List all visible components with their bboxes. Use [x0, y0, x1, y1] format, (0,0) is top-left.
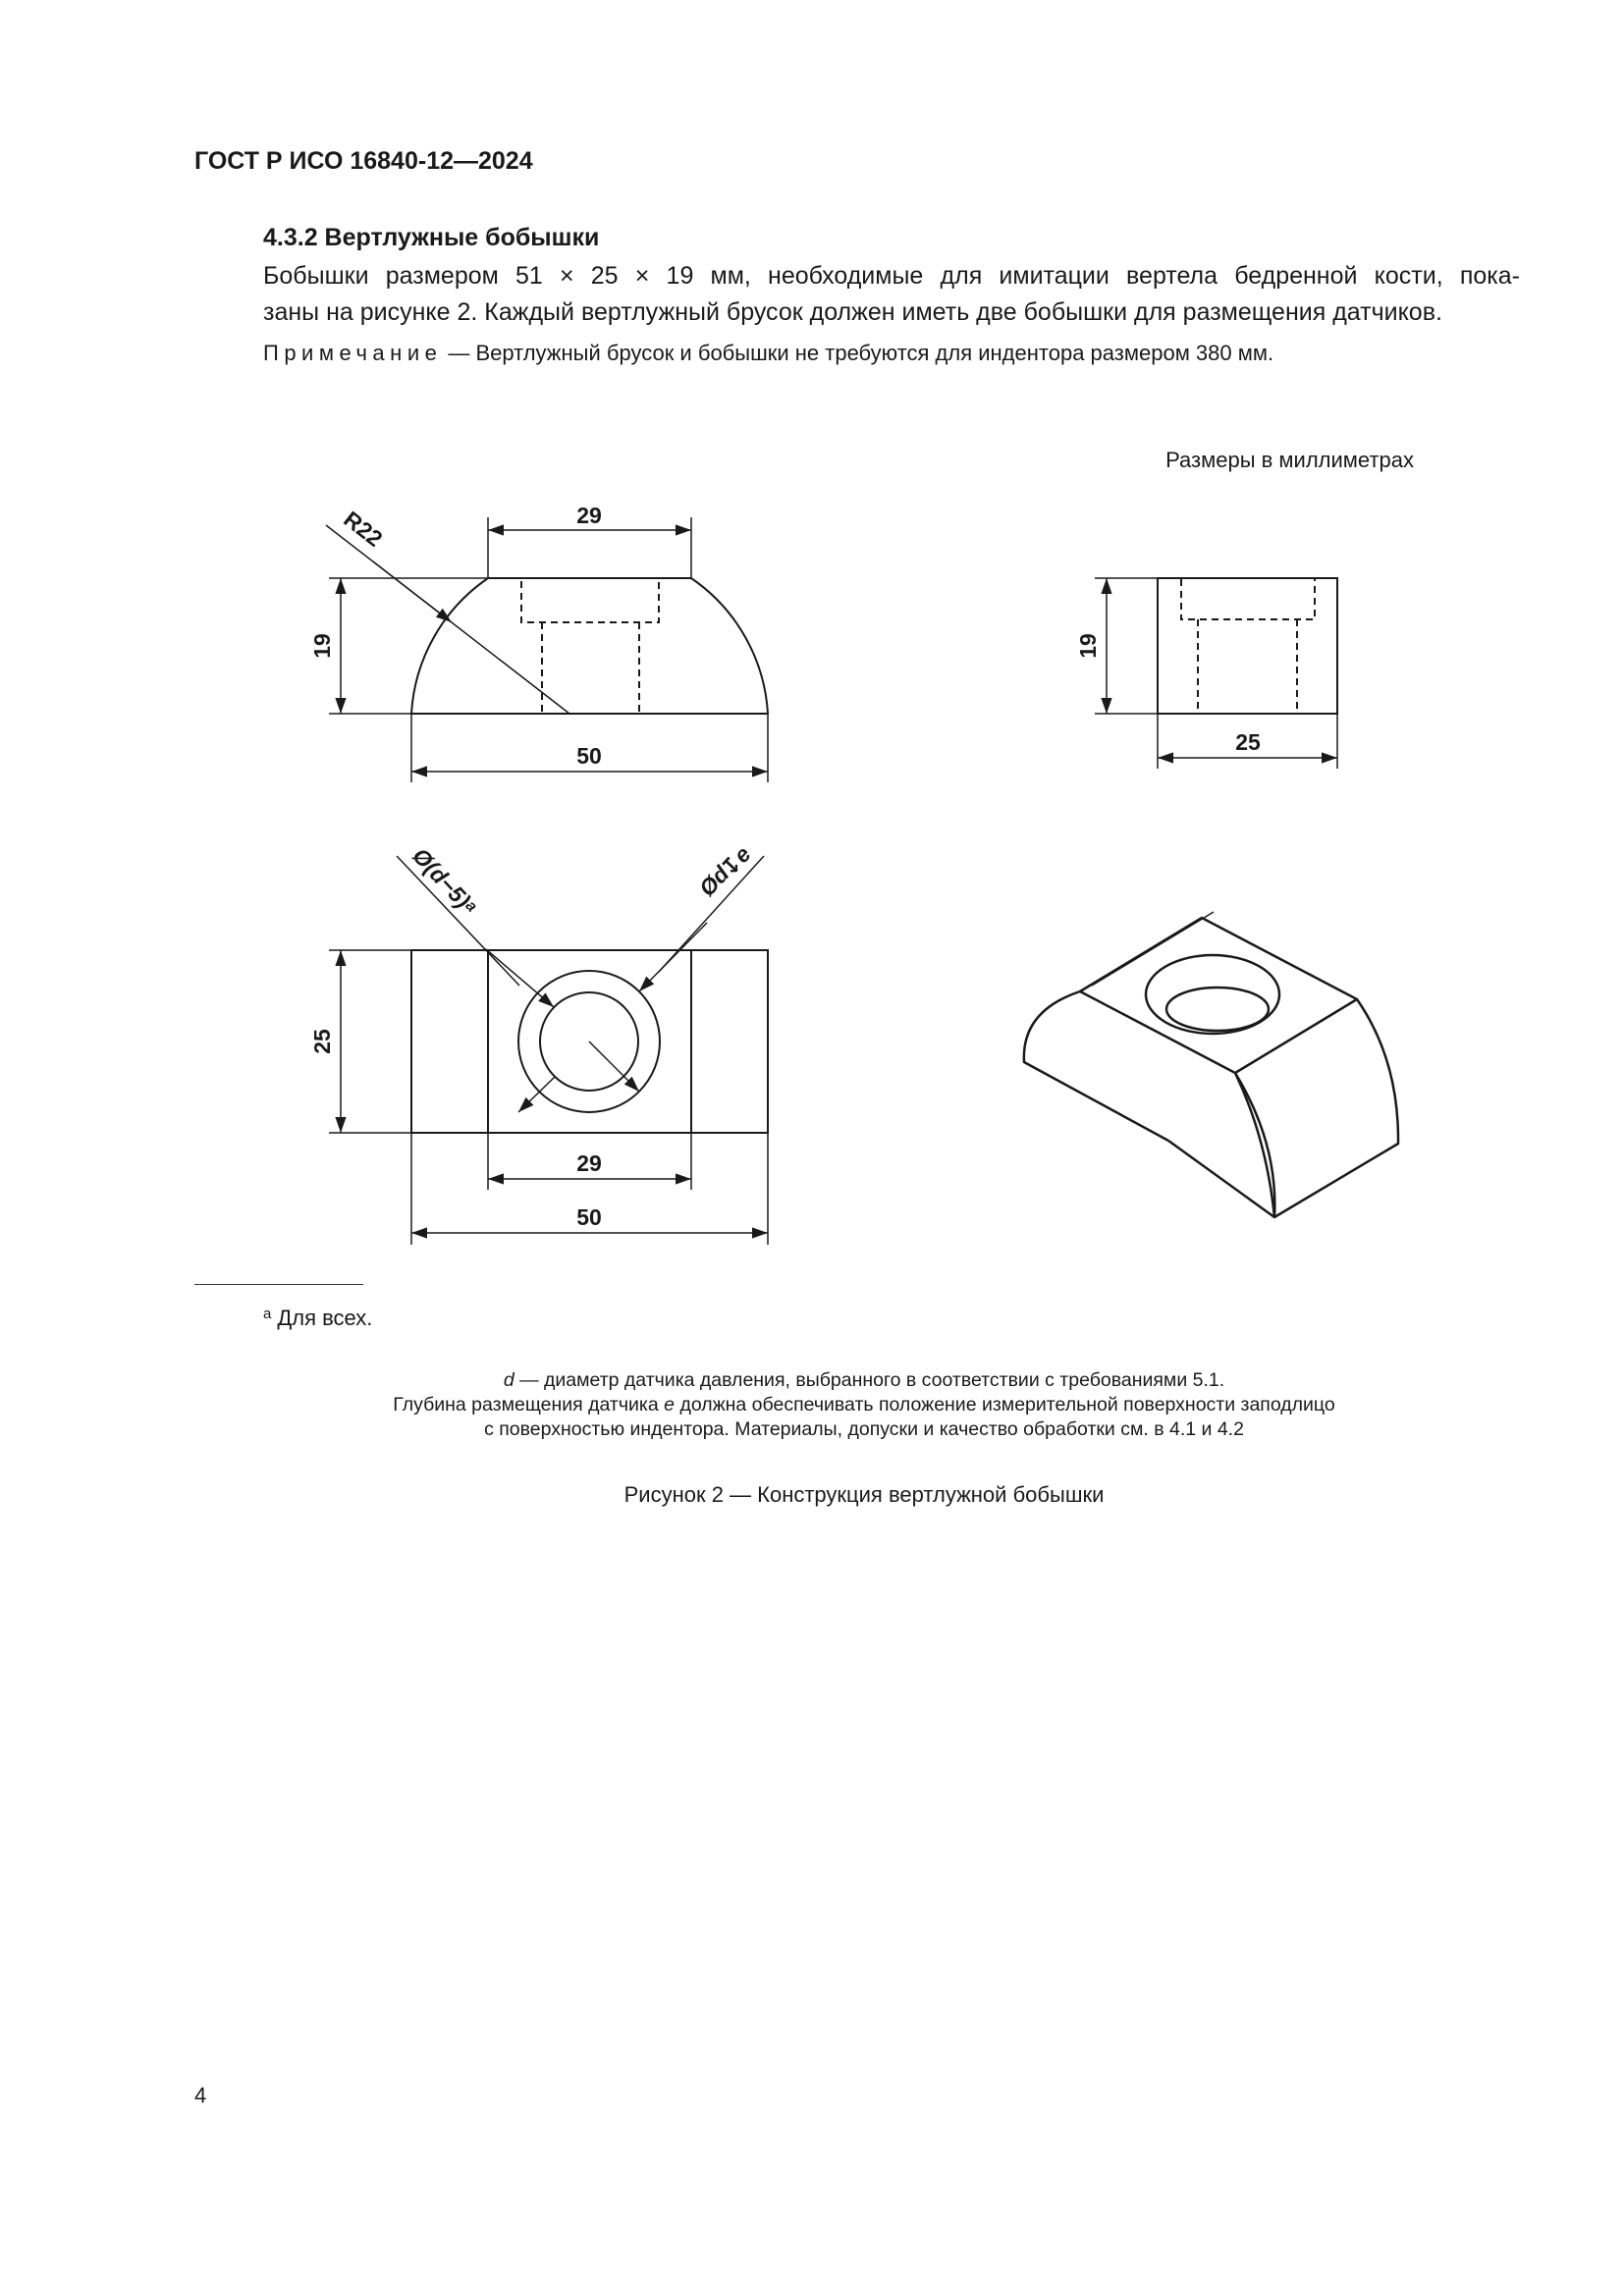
top-inner-width-label: 29 — [576, 1150, 602, 1176]
note-label: Примечание — [263, 341, 443, 365]
iso-far-rim — [1092, 912, 1214, 986]
iso-near-edge — [1235, 1073, 1274, 1217]
top-height-label: 25 — [309, 1029, 335, 1054]
counterbore-hidden-lines — [521, 578, 659, 622]
side-width-label: 25 — [1235, 729, 1261, 755]
front-radius-label: R22 — [339, 506, 388, 552]
legend-line-1-text: — диаметр датчика давления, выбранного в соответствии с требованиями 5.1. — [519, 1369, 1225, 1391]
legend-line-2 — [196, 1393, 1532, 1417]
front-view-outline — [411, 578, 768, 714]
side-height-label: 19 — [1075, 633, 1101, 659]
legend-line-2-start: Глубина размещения датчика — [393, 1394, 659, 1415]
legend-symbol-d: d — [503, 1369, 514, 1391]
hole-depth-symbol: ↧e — [715, 840, 756, 882]
footnote-text: Для всех. — [277, 1306, 373, 1330]
iso-front-curved-face — [1168, 1073, 1274, 1217]
page-number: 4 — [194, 2083, 207, 2108]
front-bottom-width-label: 50 — [576, 743, 602, 769]
legend-line-1 — [196, 1368, 1532, 1393]
figure-legend — [196, 1368, 1532, 1442]
document-code: ГОСТ Р ИСО 16840-12—2024 — [194, 147, 533, 175]
front-height-label: 19 — [309, 633, 335, 659]
figure-caption: Рисунок 2 — Конструкция вертлужной бобышки — [623, 1482, 1105, 1507]
front-view — [326, 517, 768, 782]
units-note: Размеры в миллиметрах — [1165, 448, 1414, 472]
side-bore-hidden — [1198, 619, 1297, 714]
side-view-outline — [1158, 578, 1337, 714]
legend-line-2-end: должна обеспечивать положение измерительной поверхности заподлицо — [679, 1394, 1335, 1415]
bore-hidden-lines — [542, 622, 639, 714]
dimension-25-top — [329, 950, 411, 1133]
hole-diameter-label: Ød — [693, 860, 734, 902]
legend-symbol-e: e — [664, 1394, 676, 1415]
radius-leader — [326, 525, 569, 714]
paragraph-line-1: Бобышки размером 51 × 25 × 19 мм, необходимые для имитации вертела бедренной кости, пока- — [263, 262, 1520, 290]
note-text: — Вертлужный брусок и бобышки не требуются для индентора размером 380 мм. — [448, 341, 1274, 365]
footnote-divider — [194, 1284, 363, 1285]
iso-left-curved-face — [1024, 991, 1168, 1141]
top-view — [329, 856, 768, 1245]
side-view — [1095, 578, 1337, 769]
footnote-marker: a — [263, 1306, 272, 1322]
iso-top-face — [1080, 918, 1357, 1073]
hole-leader-large — [589, 856, 764, 1092]
top-outer-width-label: 50 — [576, 1204, 602, 1230]
side-counterbore-hidden — [1181, 578, 1315, 619]
paragraph-line-2: заны на рисунке 2. Каждый вертлужный брусок должен иметь две бобышки для размещения датчиков. — [263, 298, 1442, 326]
section-heading: 4.3.2 Вертлужные бобышки — [263, 224, 600, 251]
iso-hole-inner — [1166, 988, 1269, 1031]
hole-small-diameter-label: Ø(d−5)ᵃ — [407, 842, 482, 920]
legend-line-3: с поверхностью индентора. Материалы, допуски и качество обработки см. в 4.1 и 4.2 — [484, 1418, 1244, 1440]
isometric-view — [1024, 912, 1398, 1217]
iso-right-curved-face — [1274, 999, 1398, 1217]
front-top-width-label: 29 — [576, 503, 602, 528]
dimension-19-side — [1095, 578, 1158, 714]
footnote — [263, 1306, 372, 1331]
